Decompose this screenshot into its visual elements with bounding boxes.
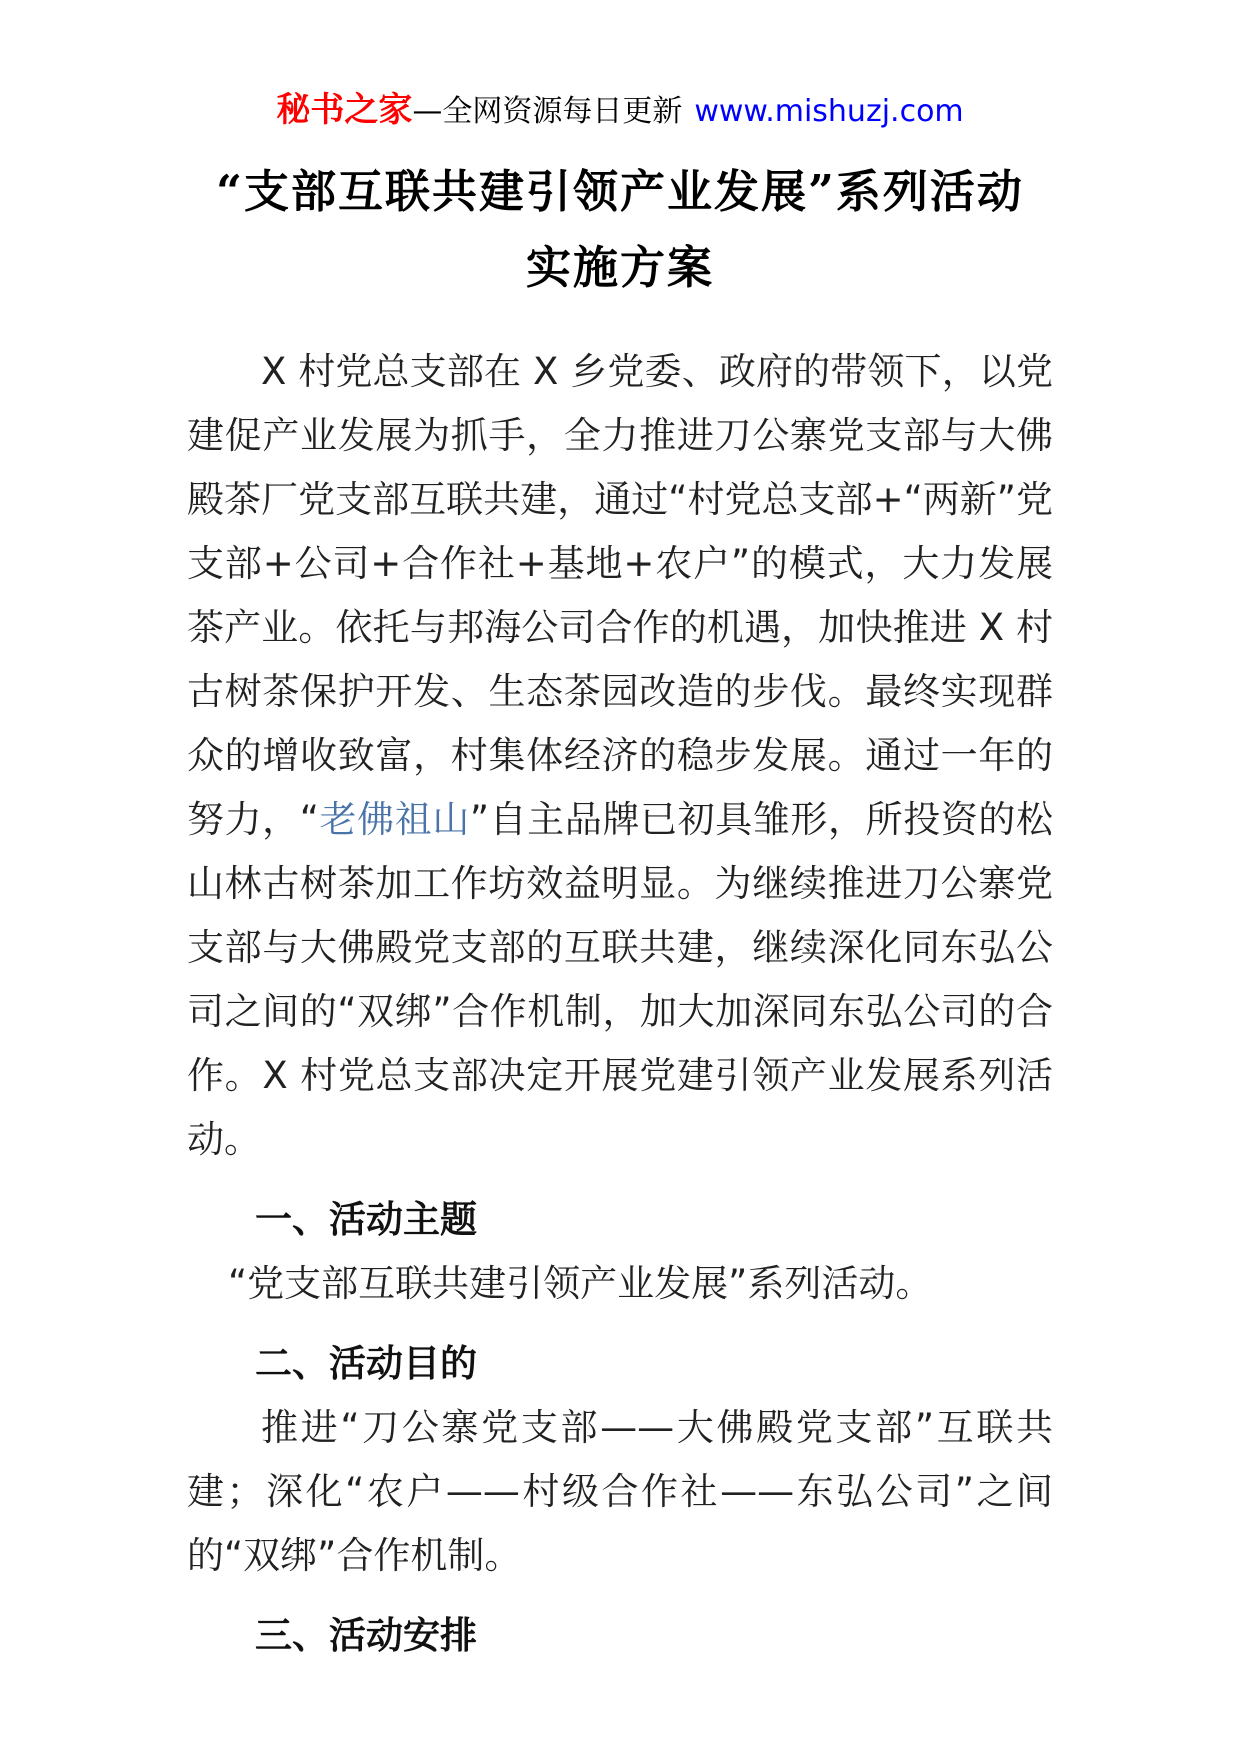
section-heading-purpose: 二、活动目的 — [255, 1342, 477, 1385]
site-name: 秘书之家 — [276, 90, 413, 130]
section-heading-arrangement: 三、活动安排 — [255, 1614, 477, 1657]
section-body-topic: “党支部互联共建引领产业发展”系列活动。 — [228, 1262, 933, 1305]
brand-name-link[interactable]: 老佛祖山 — [318, 798, 470, 841]
section-heading-topic: 一、活动主题 — [255, 1198, 477, 1241]
document-title — [90, 154, 1150, 306]
document-title-line1: “支部互联共建引领产业发展”系列活动 — [216, 165, 1024, 218]
intro-text-after-link: ”自主品牌已初具雏形，所投资的松山林古树茶加工作坊效益明显。为继续推进刀公寨党支部与大佛殿党支部的互联共建，继续深化同东弘公司之间的“双绑”合作机制，加大加深同东弘公司的合作。X 村党总支部决定开展党建引领产业发展系列活动。 — [187, 798, 1053, 1161]
intro-paragraph — [187, 340, 1053, 1172]
header-separator: — — [412, 94, 443, 129]
site-url-link[interactable]: www.mishuzj.com — [694, 94, 964, 129]
intro-text-before-link: X 村党总支部在 X 乡党委、政府的带领下，以党建促产业发展为抓手，全力推进刀公寨党支部与大佛殿茶厂党支部互联共建，通过“村党总支部+“两新”党支部+公司+合作社+基地+农户”的模式，大力发展茶产业。依托与邦海公司合作的机遇，加快推进 X 村古树茶保护开发、生态茶园改造的步伐。最终实现群众的增收致富，村集体经济的稳步发展。通过一年的努力，“ — [187, 350, 1053, 841]
document-body — [0, 340, 1240, 1668]
header-tagline: 全网资源每日更新 — [442, 94, 683, 129]
section-body-purpose: 推进“刀公寨党支部——大佛殿党支部”互联共建；深化“农户——村级合作社——东弘公司”之间的“双绑”合作机制。 — [187, 1406, 1053, 1577]
document-title-line2: 实施方案 — [525, 241, 714, 294]
site-header — [0, 88, 1240, 134]
